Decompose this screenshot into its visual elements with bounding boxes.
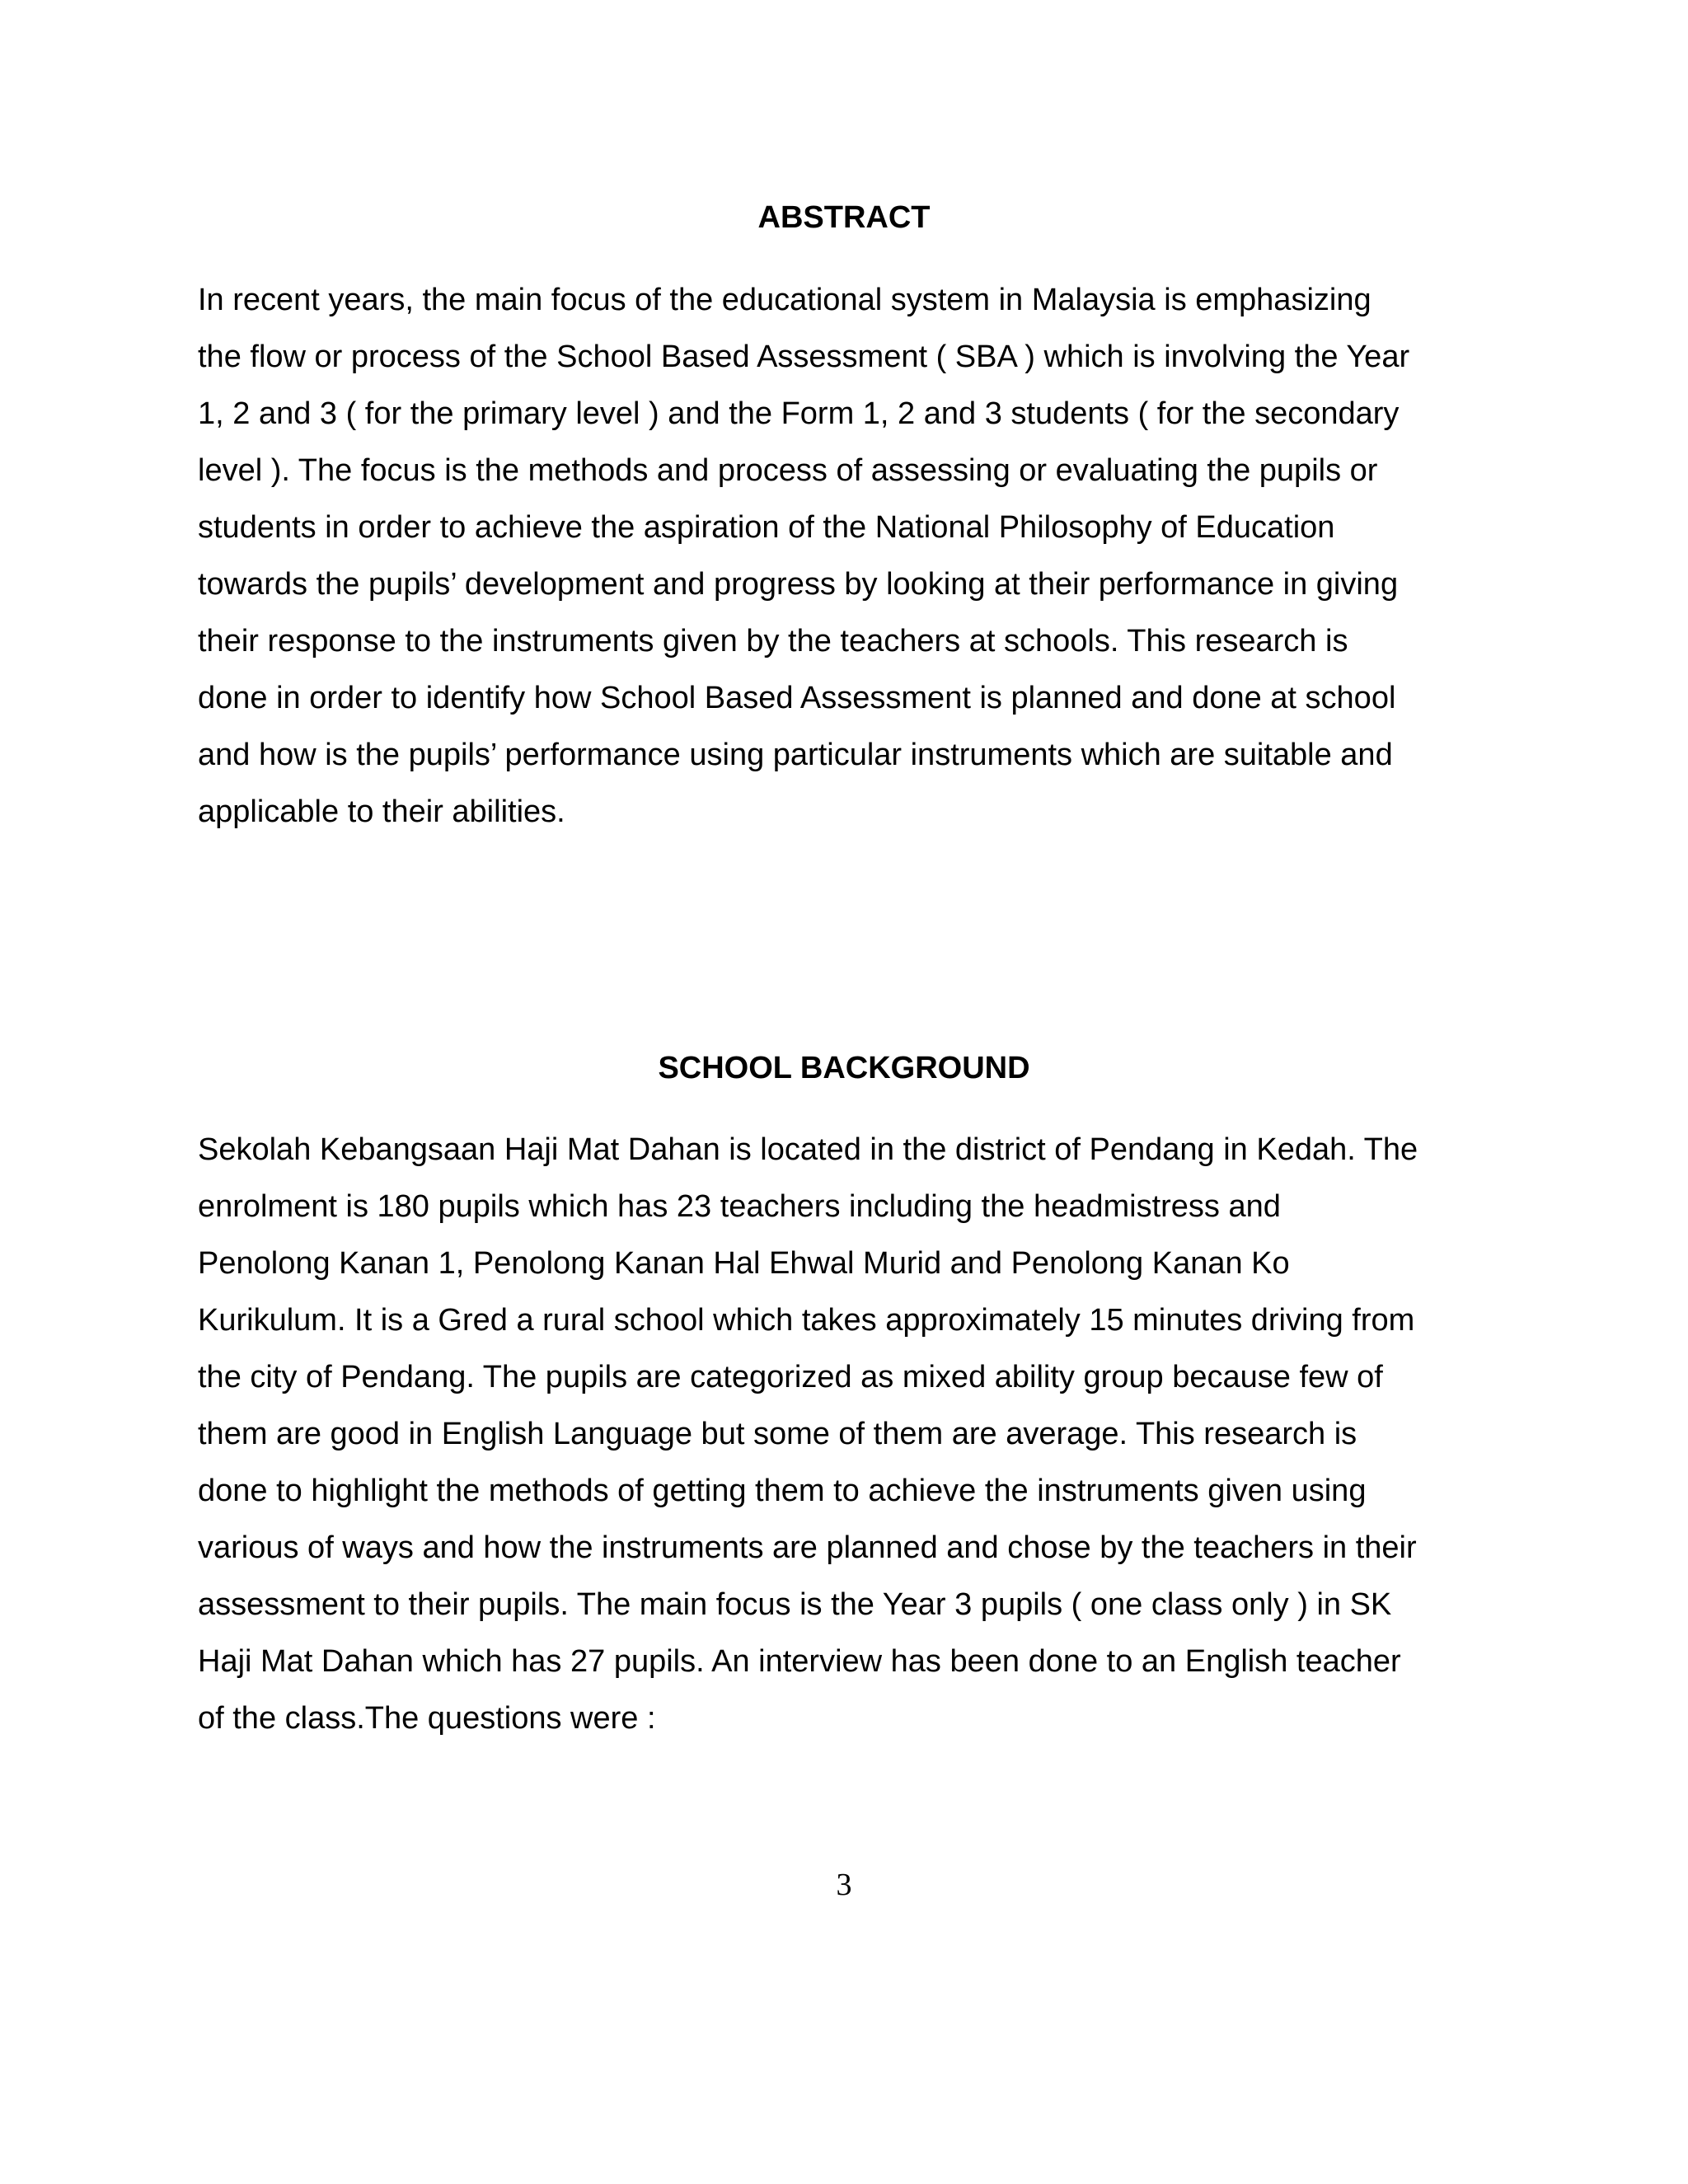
abstract-line: In recent years, the main focus of the educational system in Malaysia is emphasizing bbox=[198, 283, 1372, 317]
school-background-line: enrolment is 180 pupils which has 23 teachers including the headmistress and bbox=[198, 1189, 1281, 1224]
school-background-line: them are good in English Language but some of them are average. This research is bbox=[198, 1417, 1357, 1451]
school-background-line: done to highlight the methods of getting them to achieve the instruments given using bbox=[198, 1474, 1367, 1508]
abstract-line: level ). The focus is the methods and process of assessing or evaluating the pupils or bbox=[198, 453, 1378, 488]
abstract-line: done in order to identify how School Based Assessment is planned and done at school bbox=[198, 681, 1396, 715]
abstract-line: 1, 2 and 3 ( for the primary level ) and the Form 1, 2 and 3 students ( for the secondary bbox=[198, 396, 1400, 431]
school-background-line: the city of Pendang. The pupils are categorized as mixed ability group because few of bbox=[198, 1360, 1383, 1394]
abstract-line: applicable to their abilities. bbox=[198, 794, 565, 829]
school-background-line: various of ways and how the instruments are planned and chose by the teachers in their bbox=[198, 1530, 1417, 1565]
school-background-line: assessment to their pupils. The main focus is the Year 3 pupils ( one class only ) in SK bbox=[198, 1587, 1392, 1622]
school-background-line: Penolong Kanan 1, Penolong Kanan Hal Ehwal Murid and Penolong Kanan Ko bbox=[198, 1246, 1290, 1281]
abstract-line: students in order to achieve the aspiration of the National Philosophy of Education bbox=[198, 510, 1335, 545]
school-background-heading: SCHOOL BACKGROUND bbox=[658, 1051, 1030, 1085]
abstract-line: their response to the instruments given by the teachers at schools. This research is bbox=[198, 624, 1348, 658]
abstract-line: the flow or process of the School Based Assessment ( SBA ) which is involving the Year bbox=[198, 340, 1410, 374]
abstract-line: towards the pupils’ development and progress by looking at their performance in giving bbox=[198, 567, 1399, 602]
page-number: 3 bbox=[836, 1868, 852, 1902]
abstract-line: and how is the pupils’ performance using particular instruments which are suitable and bbox=[198, 738, 1393, 772]
school-background-paragraph bbox=[198, 1122, 1517, 1747]
school-background-line: Kurikulum. It is a Gred a rural school which takes approximately 15 minutes driving from bbox=[198, 1303, 1415, 1338]
school-background-line: Sekolah Kebangsaan Haji Mat Dahan is located in the district of Pendang in Kedah. The bbox=[198, 1132, 1418, 1167]
abstract-heading: ABSTRACT bbox=[757, 200, 931, 235]
school-background-line: Haji Mat Dahan which has 27 pupils. An interview has been done to an English teacher bbox=[198, 1644, 1401, 1679]
school-background-line: of the class.The questions were : bbox=[198, 1701, 656, 1736]
abstract-paragraph bbox=[198, 272, 1517, 841]
